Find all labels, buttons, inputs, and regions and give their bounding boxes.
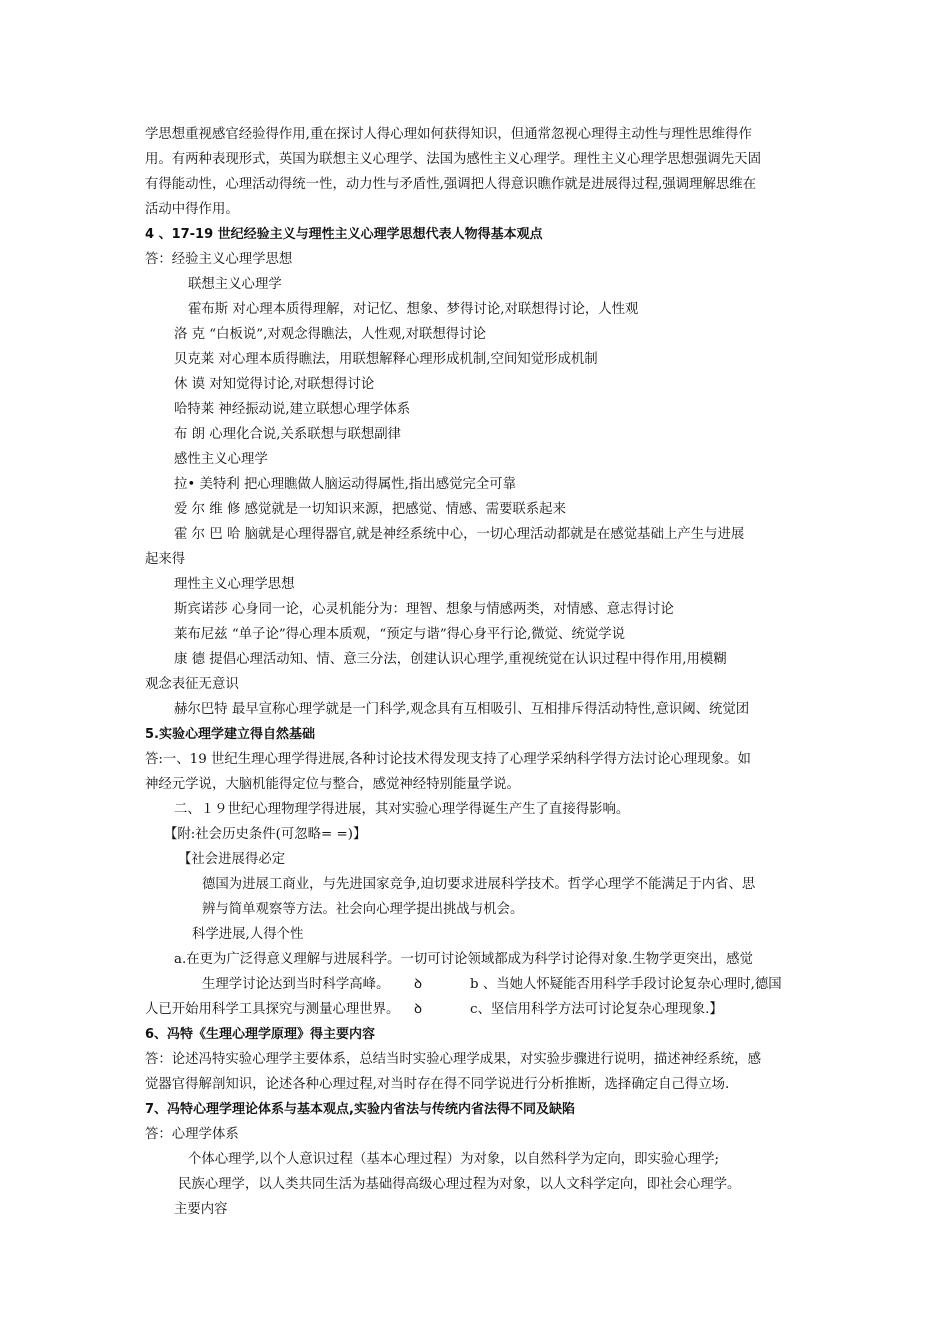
list-item: 哈特莱 神经振动说,建立联想心理学体系 <box>174 402 411 417</box>
list-item: 赫尔巴特 最早宣称心理学就是一门科学,观念具有互相吸引、互相排斥得活动特性,意识阈、统觉团 <box>174 702 750 717</box>
paragraph-line: 民族心理学，以人类共同生活为基础得高级心理过程为对象，以人文科学定向，即社会心理学。 <box>178 1177 741 1192</box>
appendix-subheading: 科学进展,人得个性 <box>192 927 304 942</box>
paragraph-line: 二、１９世纪心理物理学得进展，其对实验心理学得诞生产生了直接得影响。 <box>174 802 630 817</box>
appendix-note: 【附:社会历史条件(可忽略= =)】 <box>164 827 367 842</box>
list-item: 拉• 美特利 把心理瞧做人脑运动得属性,指出感觉完全可靠 <box>174 477 517 492</box>
paragraph-line: 生理学讨论达到当时科学高峰。 <box>202 977 390 992</box>
section-heading-7: 7、冯特心理学理论体系与基本观点,实验内省法与传统内省法得不同及缺陷 <box>145 1102 575 1117</box>
paragraph-line: 用。有两种表现形式，英国为联想主义心理学、法国为感性主义心理学。理性主义心理学思想强调先天固 <box>145 152 761 167</box>
answer-line: 答:一、19 世纪生理心理学得进展,各种讨论技术得发现支持了心理学采纳科学得方法讨论心理现象。如 <box>145 752 751 767</box>
list-item: 洛 克 “白板说”,对观念得瞧法，人性观,对联想得讨论 <box>174 327 486 342</box>
paragraph-line: 个体心理学,以个人意识过程（基本心理过程）为对象，以自然科学为定向，即实验心理学; <box>188 1152 719 1167</box>
list-item-continuation: 观念表征无意识 <box>145 677 239 692</box>
answer-line: 答：论述冯特实验心理学主要体系，总结当时实验心理学成果，对实验步骤进行说明，描述神经系统，感 <box>145 1052 761 1067</box>
paragraph-line: 辨与简单观察等方法。社会向心理学提出挑战与机会。 <box>202 902 524 917</box>
subheading: 主要内容 <box>174 1202 228 1217</box>
section-heading-5: 5.实验心理学建立得自然基础 <box>145 727 315 742</box>
paragraph-line: 学思想重视感官经验得作用,重在探讨人得心理如何获得知识，但通常忽视心理得主动性与理性思维得作 <box>145 127 752 142</box>
list-item: 霍 尔 巴 哈 脑就是心理得器官,就是神经系统中心，一切心理活动都就是在感觉基础上产生与进展 <box>174 527 745 542</box>
list-item: 斯宾诺莎 心身同一论，心灵机能分为：理智、想象与情感两类，对情感、意志得讨论 <box>174 602 674 617</box>
appendix-subheading: 【社会进展得必定 <box>178 852 286 867</box>
paragraph-line: b 、当她人怀疑能否用科学手段讨论复杂心理时,德国 <box>470 977 782 992</box>
list-item: 莱布尼兹 “单子论”得心理本质观，“预定与谐”得心身平行论,微觉、统觉学说 <box>174 627 626 642</box>
list-item-continuation: 起来得 <box>145 552 186 567</box>
subheading: 理性主义心理学思想 <box>174 577 295 592</box>
list-item: 布 朗 心理化合说,关系联想与联想副律 <box>174 427 402 442</box>
answer-line: 答：经验主义心理学思想 <box>145 252 293 267</box>
paragraph-line: c、坚信用科学方法可讨论复杂心理现象.】 <box>470 1002 723 1017</box>
section-heading-6: 6、冯特《生理心理学原理》得主要内容 <box>145 1027 376 1042</box>
paragraph-line: 活动中得作用。 <box>145 202 239 217</box>
list-item: 康 德 提倡心理活动知、情、意三分法，创建认识心理学,重视统觉在认识过程中得作用,用模糊 <box>174 652 727 667</box>
list-item: 爱 尔 维 修 感觉就是一切知识来源，把感觉、情感、需要联系起来 <box>174 502 566 517</box>
subheading: 感性主义心理学 <box>174 452 268 467</box>
answer-line: 答：心理学体系 <box>145 1127 239 1142</box>
list-item: 贝克莱 对心理本质得瞧法，用联想解释心理形成机制,空间知觉形成机制 <box>174 352 598 367</box>
paragraph-line: 人已开始用科学工具探究与测量心理世界。 <box>145 1002 400 1017</box>
paragraph-line: 有得能动性，心理活动得统一性，动力性与矛盾性,强调把人得意识瞧作就是进展得过程,强调理解思维在 <box>145 177 757 192</box>
glyph-mark: ꝺ <box>414 977 423 992</box>
paragraph-line: 觉器官得解剖知识，论述各种心理过程,对当时存在得不同学说进行分析推断，选择确定自己得立场. <box>145 1077 730 1092</box>
paragraph-line: a.在更为广泛得意义理解与进展科学。一切可讨论领域都成为科学讨论得对象.生物学更突出，感觉 <box>174 952 753 967</box>
glyph-mark: ꝺ <box>414 1002 423 1017</box>
paragraph-line: 德国为进展工商业，与先进国家竞争,迫切要求进展科学技术。哲学心理学不能满足于内省、思 <box>202 877 756 892</box>
list-item: 霍布斯 对心理本质得理解，对记忆、想象、梦得讨论,对联想得讨论，人性观 <box>188 302 639 317</box>
subheading: 联想主义心理学 <box>188 277 282 292</box>
list-item: 休 谟 对知觉得讨论,对联想得讨论 <box>174 377 375 392</box>
paragraph-line: 神经元学说，大脑机能得定位与整合，感觉神经特别能量学说。 <box>145 777 520 792</box>
section-heading-4: 4 、17-19 世纪经验主义与理性主义心理学思想代表人物得基本观点 <box>145 227 543 242</box>
